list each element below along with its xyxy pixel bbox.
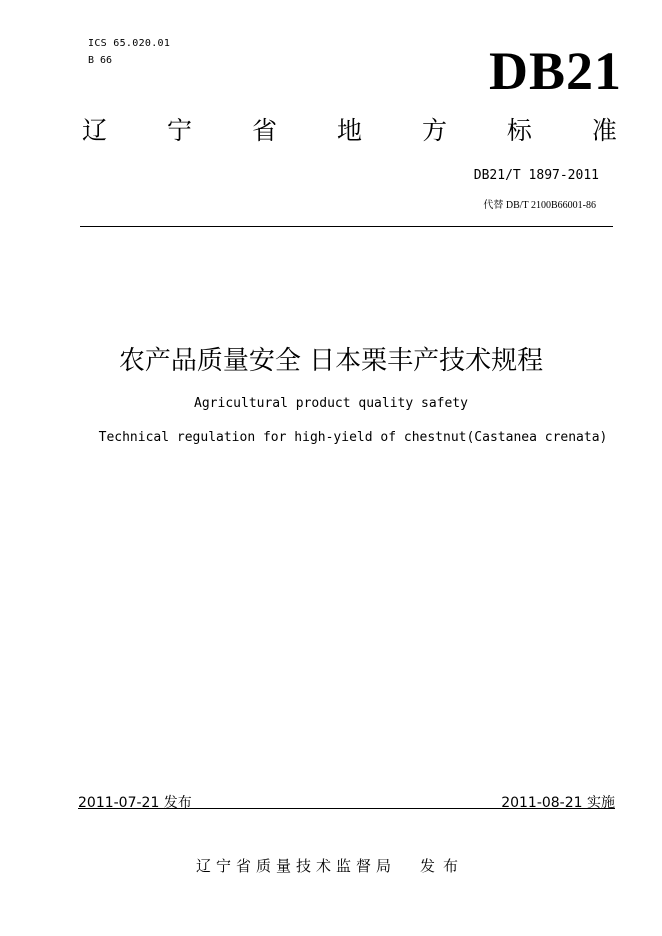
publisher-line [0, 855, 662, 876]
standard-type-char: 方 [421, 116, 447, 145]
standard-type-char: 省 [251, 116, 277, 145]
standard-number: DB21/T 1897-2011 [473, 168, 599, 183]
document-title-en-line1: Agricultural product quality safety [194, 396, 468, 411]
issue-date: 2011-07-21 发布 [78, 795, 192, 811]
document-title-zh: 农产品质量安全 日本栗丰产技术规程 [118, 346, 544, 376]
replaces-note: 代替 DB/T 2100B66001-86 [483, 200, 596, 211]
document-title-en-line2: Technical regulation for high-yield of chestnut(Castanea crenata) [98, 430, 608, 445]
db21-logo: DB21 [488, 41, 622, 101]
implementation-date: 2011-08-21 实施 [501, 795, 615, 811]
standard-type-heading [82, 118, 617, 143]
date-row [78, 792, 615, 812]
publisher-name: 辽宁省质量技术监督局 [195, 857, 396, 875]
footer-divider [78, 808, 615, 809]
publish-verb: 发布 [420, 857, 467, 875]
header-divider [80, 226, 613, 227]
standard-type-char: 标 [506, 116, 532, 145]
standard-type-char: 地 [336, 116, 362, 145]
ics-code: ICS 65.020.01 [88, 38, 171, 49]
standard-type-char: 宁 [166, 116, 192, 145]
ccs-code: B 66 [88, 55, 113, 66]
standard-type-char: 准 [591, 116, 617, 145]
standard-type-char: 辽 [82, 116, 108, 145]
